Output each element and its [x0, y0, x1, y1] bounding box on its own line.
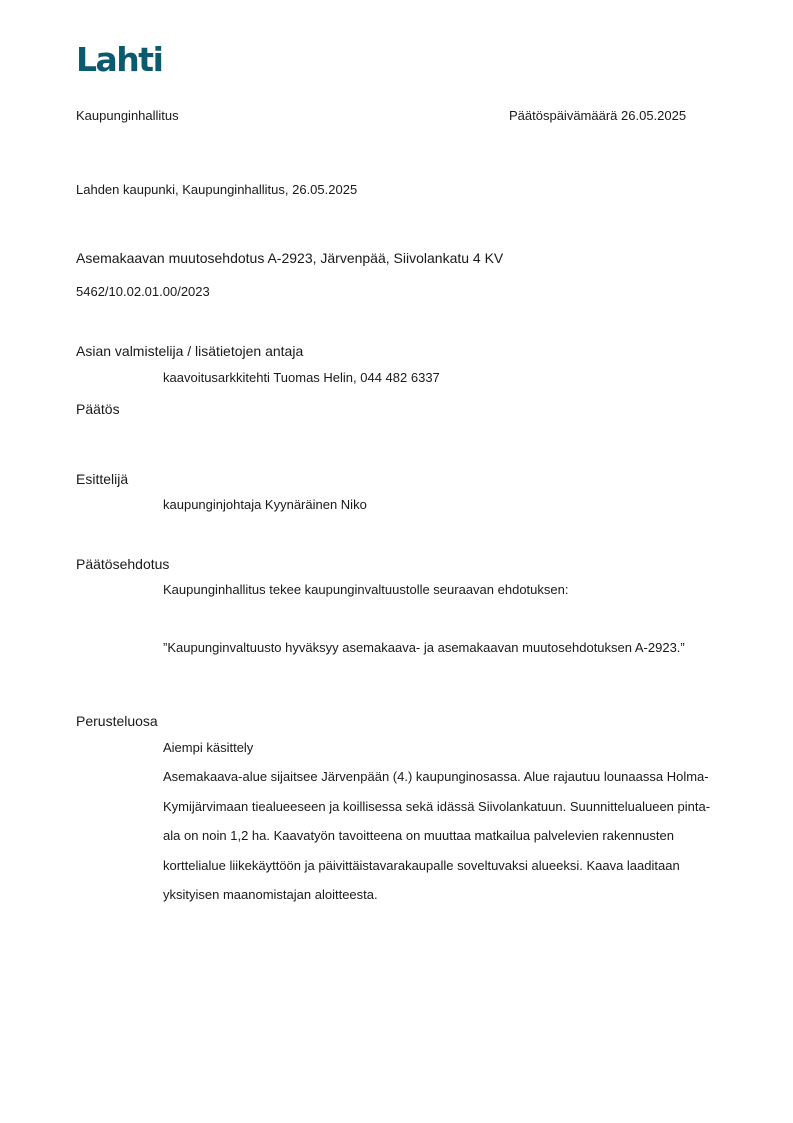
proposal-heading: Päätösehdotus [76, 556, 170, 572]
presenter-value: kaupunginjohtaja Kyynäräinen Niko [163, 497, 367, 512]
header-organ: Kaupunginhallitus [76, 108, 179, 123]
proposal-text: ”Kaupunginvaltuusto hyväksyy asemakaava- ja asemakaavan muutosehdotuksen A-2923.” [163, 640, 685, 655]
decision-heading: Päätös [76, 401, 120, 417]
diary-number: 5462/10.02.01.00/2023 [76, 284, 210, 299]
rationale-heading: Perusteluosa [76, 713, 158, 729]
header-decision-date: Päätöspäivämäärä 26.05.2025 [509, 108, 687, 123]
rationale-text: Asemakaava-alue sijaitsee Järvenpään (4.) kaupunginosassa. Alue rajautuu lounaassa Holma-Kymijärvimaan tiealueeseen ja koillisessa sekä idässä Siivolankatuun. Suunnittelualueen pinta-ala on noin 1,2 ha. Kaavatyön tavoitteena on muuttaa matkailua palvelevien rakennusten korttelialue liikekäyttöön ja päivittäistavarakaupalle soveltuvaksi alueeksi. Kaava laaditaan yksityisen maanomistajan aloitteesta. [163, 769, 711, 902]
lahti-logo: Lahti [76, 40, 163, 79]
preparer-heading: Asian valmistelija / lisätietojen antaja [76, 343, 304, 359]
meeting-line: Lahden kaupunki, Kaupunginhallitus, 26.05.2025 [76, 182, 358, 197]
document-title: Asemakaavan muutosehdotus A-2923, Järvenpää, Siivolankatu 4 KV [76, 250, 504, 266]
preparer-value: kaavoitusarkkitehti Tuomas Helin, 044 482 6337 [163, 370, 440, 385]
presenter-heading: Esittelijä [76, 471, 129, 487]
proposal-intro: Kaupunginhallitus tekee kaupunginvaltuustolle seuraavan ehdotuksen: [163, 582, 569, 597]
rationale-subheading: Aiempi käsittely [163, 740, 254, 755]
